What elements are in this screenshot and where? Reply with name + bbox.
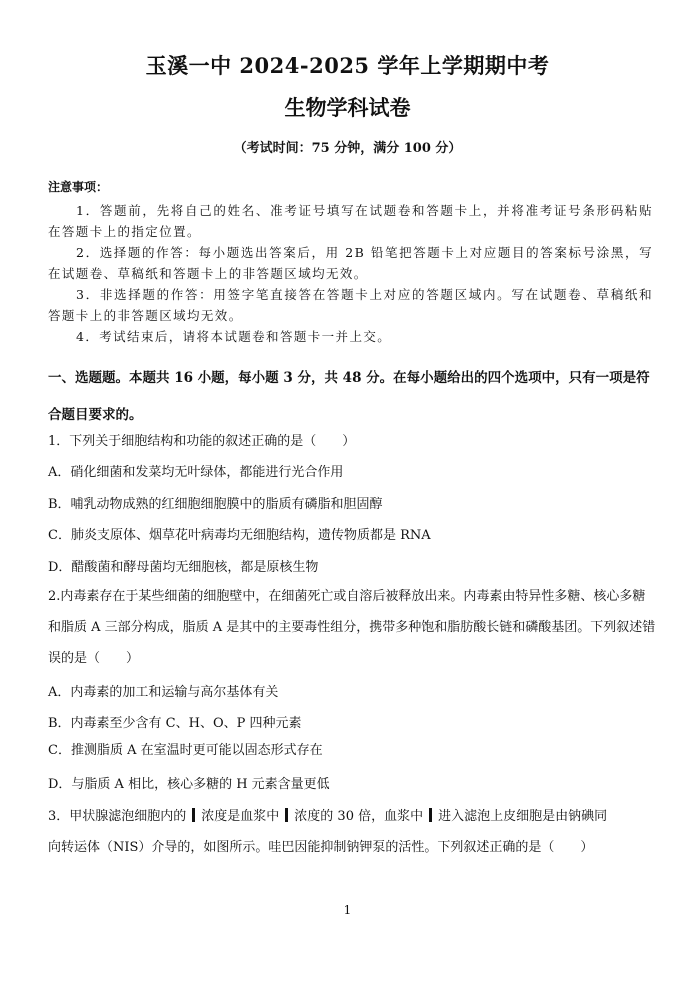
iodide-glyph [192,808,195,822]
q1-option-c: C．肺炎支原体、烟草花叶病毒均无细胞结构，遗传物质都是 RNA [48,528,431,543]
notice-heading: 注意事项： [48,180,109,194]
q3-stem-line-2: 向转运体（NIS）介导的，如图所示。哇巴因能抑制钠钾泵的活性。下列叙述正确的是（ ） [48,840,594,855]
notice-item-3: 3．非选择题的作答：用签字笔直接答在答题卡上对应的答题区域内。写在试题卷、草稿纸和答题卡上的非答题区域均无效。 [48,287,653,323]
exam-subject-title: 生物学科试卷 [284,95,411,120]
section-1-heading: 一、选题题。本题共 16 小题，每小题 3 分，共 48 分。在每小题给出的四个选项中，只有一项是符合题目要求的。 [48,370,650,423]
page-number: 1 [343,903,352,917]
q1-stem: 1．下列关于细胞结构和功能的叙述正确的是（ ） [48,434,356,449]
q1-option-d: D．醋酸菌和酵母菌均无细胞核，都是原核生物 [48,560,319,575]
q1-option-b: B．哺乳动物成熟的红细胞细胞膜中的脂质有磷脂和胆固醇 [48,497,383,512]
q2-option-b: B．内毒素至少含有 C、H、O、P 四种元素 [48,716,302,731]
exam-title: 玉溪一中 2024-2025 学年上学期期中考 [145,53,550,78]
q1-option-a: A．硝化细菌和发菜均无叶绿体，都能进行光合作用 [48,465,344,480]
q3-stem-line-1: 3．甲状腺滤泡细胞内的 浓度是血浆中 浓度的 30 倍，血浆中 进入滤泡上皮细胞是由钠碘同 [48,809,608,824]
q2-option-d: D．与脂质 A 相比，核心多糖的 H 元素含量更低 [48,777,330,792]
notice-item-4: 4．考试结束后，请将本试题卷和答题卡一并上交。 [76,329,392,344]
q2-option-a: A．内毒素的加工和运输与高尔基体有关 [48,685,279,700]
exam-time-note: （考试时间：75 分钟，满分 100 分） [233,141,462,156]
q2-stem: 2.内毒素存在于某些细菌的细胞壁中，在细菌死亡或自溶后被释放出来。内毒素由特异性多糖、核心多糖和脂质 A 三部分构成，脂质 A 是其中的主要毒性组分，携带多种饱和脂肪酸长链和磷酸基团。下列叙述错误的是（ ） [48,589,656,666]
notice-item-2: 2．选择题的作答：每小题选出答案后，用 2B 铅笔把答题卡上对应题目的答案标号涂黑，写在试题卷、草稿纸和答题卡上的非答题区域均无效。 [48,245,653,281]
iodide-glyph [285,808,288,822]
q2-option-c: C．推测脂质 A 在室温时更可能以固态形式存在 [48,743,323,758]
notice-item-1: 1．答题前，先将自己的姓名、准考证号填写在试题卷和答题卡上，并将准考证号条形码粘贴在答题卡上的指定位置。 [48,203,653,239]
iodide-glyph [429,808,432,822]
